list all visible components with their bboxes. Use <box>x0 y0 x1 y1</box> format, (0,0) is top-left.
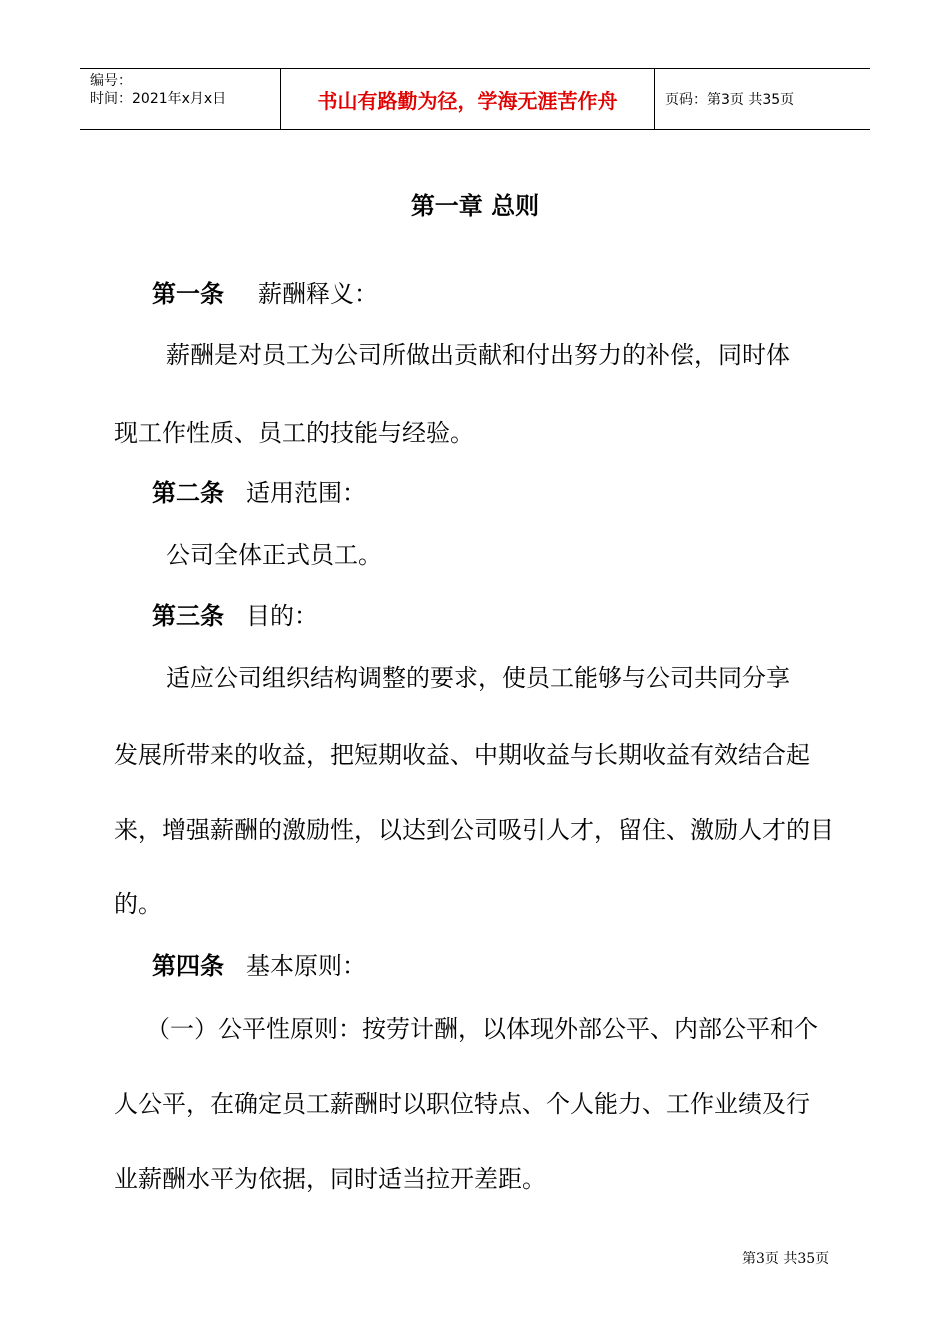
article-3-title: 目的： <box>246 602 318 630</box>
header-number-label: 编号： <box>90 73 132 89</box>
article-3-heading: 第三条 <box>152 602 224 630</box>
article-1-line-1: 薪酬是对员工为公司所做出贡献和付出努力的补偿，同时体 <box>166 341 790 369</box>
article-3-line-4: 的。 <box>114 890 162 918</box>
article-3-line-3: 来，增强薪酬的激励性，以达到公司吸引人才，留住、激励人才的目 <box>114 816 834 844</box>
article-2-line-1: 公司全体正式员工。 <box>166 541 382 569</box>
article-3-line-2: 发展所带来的收益，把短期收益、中期收益与长期收益有效结合起 <box>114 741 810 769</box>
header-time-label: 时间：2021年x月x日 <box>90 91 227 107</box>
article-4-heading-row <box>152 950 366 982</box>
article-2-heading-row <box>152 477 366 509</box>
article-4-title: 基本原则： <box>246 952 366 980</box>
article-4-line-1: （一）公平性原则：按劳计酬，以体现外部公平、内部公平和个 <box>146 1015 818 1043</box>
article-4-heading: 第四条 <box>152 952 224 980</box>
article-2-heading: 第二条 <box>152 479 224 507</box>
chapter-title: 第一章 总则 <box>410 192 540 220</box>
page-header <box>80 68 870 130</box>
article-1-title: 薪酬释义： <box>258 280 378 308</box>
article-3-heading-row <box>152 600 318 632</box>
header-meta <box>80 69 281 129</box>
header-page-info: 页码：第3页 共35页 <box>665 92 795 108</box>
article-4-line-3: 业薪酬水平为依据，同时适当拉开差距。 <box>114 1165 546 1193</box>
article-3-line-1: 适应公司组织结构调整的要求，使员工能够与公司共同分享 <box>166 664 790 692</box>
article-1-heading: 第一条 <box>152 280 224 308</box>
article-4-line-2: 人公平，在确定员工薪酬时以职位特点、个人能力、工作业绩及行 <box>114 1090 810 1118</box>
article-1-heading-row <box>152 278 378 310</box>
header-motto: 书山有路勤为径，学海无涯苦作舟 <box>281 69 655 129</box>
article-1-line-2: 现工作性质、员工的技能与经验。 <box>114 419 474 447</box>
page-footer: 第3页 共35页 <box>742 1251 830 1267</box>
article-2-title: 适用范围： <box>246 479 366 507</box>
